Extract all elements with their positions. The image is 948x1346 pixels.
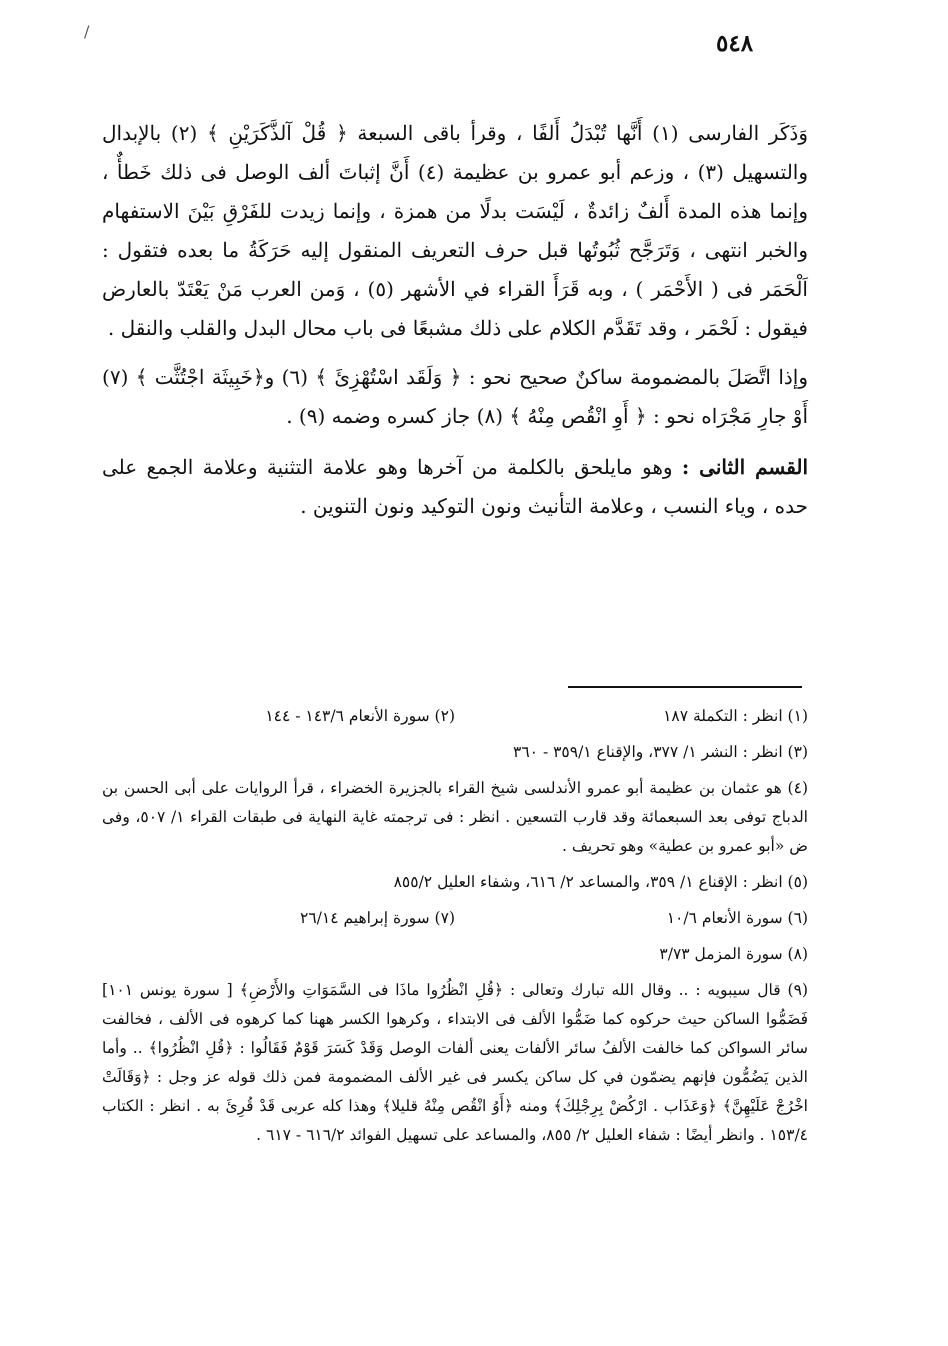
section-title: القسم الثانى : (681, 455, 809, 479)
section-text: وهو مايلحق بالكلمة من آخرها وهو علامة التثنية وعلامة الجمع على حده ، وياء النسب ، وعلامة التأنيث ونون التوكيد ونون التنوين . (102, 455, 808, 518)
footnote-6: (٦) سورة الأنعام ١٠/٦ (666, 909, 808, 927)
footnote-3: (٣) انظر : النشر ١/ ٣٧٧، والإقناع ٣٥٩/١ - ٣٦٠ (513, 743, 808, 761)
main-text (102, 114, 808, 536)
footnote-4: (٤) هو عثمان بن عظيمة أبو عمرو الأندلسى شيخ القراء بالجزيرة الخضراء ، قرأ الروايات على أبى الحسن بن الدباج توفى بعد السبعمائة وقد قارب التسعين . انظر : فى ترجمته غاية النهاية فى طبقات القراء ١/ ٥٠٧، وفى ض «أبو عمرو بن عطية» وهو تحريف . (102, 779, 808, 855)
corner-mark: / (84, 22, 90, 41)
footnote-1: (١) انظر : التكملة ١٨٧ (663, 707, 808, 725)
footnote-5: (٥) انظر : الإقناع ١/ ٣٥٩، والمساعد ٢/ ٦١٦، وشفاء العليل ٨٥٥/٢ (393, 873, 808, 891)
footnote-9: (٩) قال سيبويه : .. وقال الله تبارك وتعالى : ﴿قُلِ انْظُرُوا ماذَا فى السَّمَوَاتِ والأَرْضِ﴾ [ سورة يونس ١٠١] فَضَمُّوا الساكن حيث حركوه كما ضَمُّوا الألف فى الابتداء ، وكرهوا الكسر ههنا كما كرهوه فى الألف ، فخالفت سائر السواكن كما خالفت الألفُ سائر الألفات يعنى ألفات الوصل وَقَدْ كَسَرَ قَوْمٌ فَقَالُوا : ﴿قُلِ انْظُرُوا﴾ .. وأما الذين يَضُمُّون فإنهم يضمّون في كل ساكن يكسر فى غير الألف المضمومة فمن ذلك قوله عز وجل : ﴿وَقَالَتْ اخْرُجْ عَلَيْهِنَّ﴾ ﴿وَعَذَاب . ارْكُضْ بِرِجْلِكَ﴾ ومنه ﴿أَوُ انْقُص مِنْهُ قليلا﴾ وهذا كله عربى قَدْ قُرِئَ به . انظر : الكتاب ١٥٣/٤ . وانظر أيضًا : شفاء العليل ٢/ ٨٥٥، والمساعد على تسهيل الفوائد ٦١٦/٢ - ٦١٧ . (102, 981, 808, 1144)
footnote-separator (568, 686, 802, 688)
page-number: ٥٤٨ (716, 30, 754, 57)
paragraph-1: وَذَكَر الفارسى (١) أَنَّها تُبْدَلُ أَلفًا ، وقرأ باقى السبعة ﴿ قُلْ آلذَّكَرَيْنِ ﴾ (٢) بالإبدال والتسهيل (٣) ، وزعم أبو عمرو بن عظيمة (٤) أَنَّ إثباتَ ألف الوصل فى ذلك خَطأٌ ، وإنما هذه المدة أَلفٌ زائدةٌ ، لَيْسَت بدلًا من همزة ، وإنما زيدت للفَرْقِ بَيْنَ الاستفهام والخبر انتهى ، وَتَرَجَّح ثُبُوتُها قبل حرف التعريف المنقول إليه حَرَكَةُ ما بعده فتقول : اَلْحَمَر فى ( الأَحْمَر ) ، وبه قَرَأَ القراء في الأشهر (٥) ، وَمن العرب مَنْ يَعْتَدّ بالعارض فيقول : لَحْمَر ، وقد تَقَدَّم الكلام على ذلك مشبعًا فى باب محال البدل والقلب والنقل . (102, 121, 809, 340)
footnote-7: (٧) سورة إبراهيم ٢٦/١٤ (300, 909, 455, 927)
footnote-8: (٨) سورة المزمل ٣/٧٣ (659, 945, 808, 963)
footnotes (102, 702, 808, 1157)
footnote-row (102, 702, 808, 731)
paragraph-2: وإذا اتَّصَلَ بالمضمومة ساكنٌ صحيح نحو : ﴿ وَلَقَد اسْتُهْزِئَ ﴾ (٦) و﴿خَبِيثَة اجْتُثَّت ﴾ (٧) أَوْ جارِ مَجْرَاه نحو : ﴿ أَوِ انْقُص مِنْهُ ﴾ (٨) جاز كسره وضمه (٩) . (102, 365, 809, 428)
paragraph-section-2 (102, 448, 808, 526)
footnote-2: (٢) سورة الأنعام ١٤٣/٦ - ١٤٤ (265, 707, 455, 725)
footnote-row (102, 904, 808, 933)
